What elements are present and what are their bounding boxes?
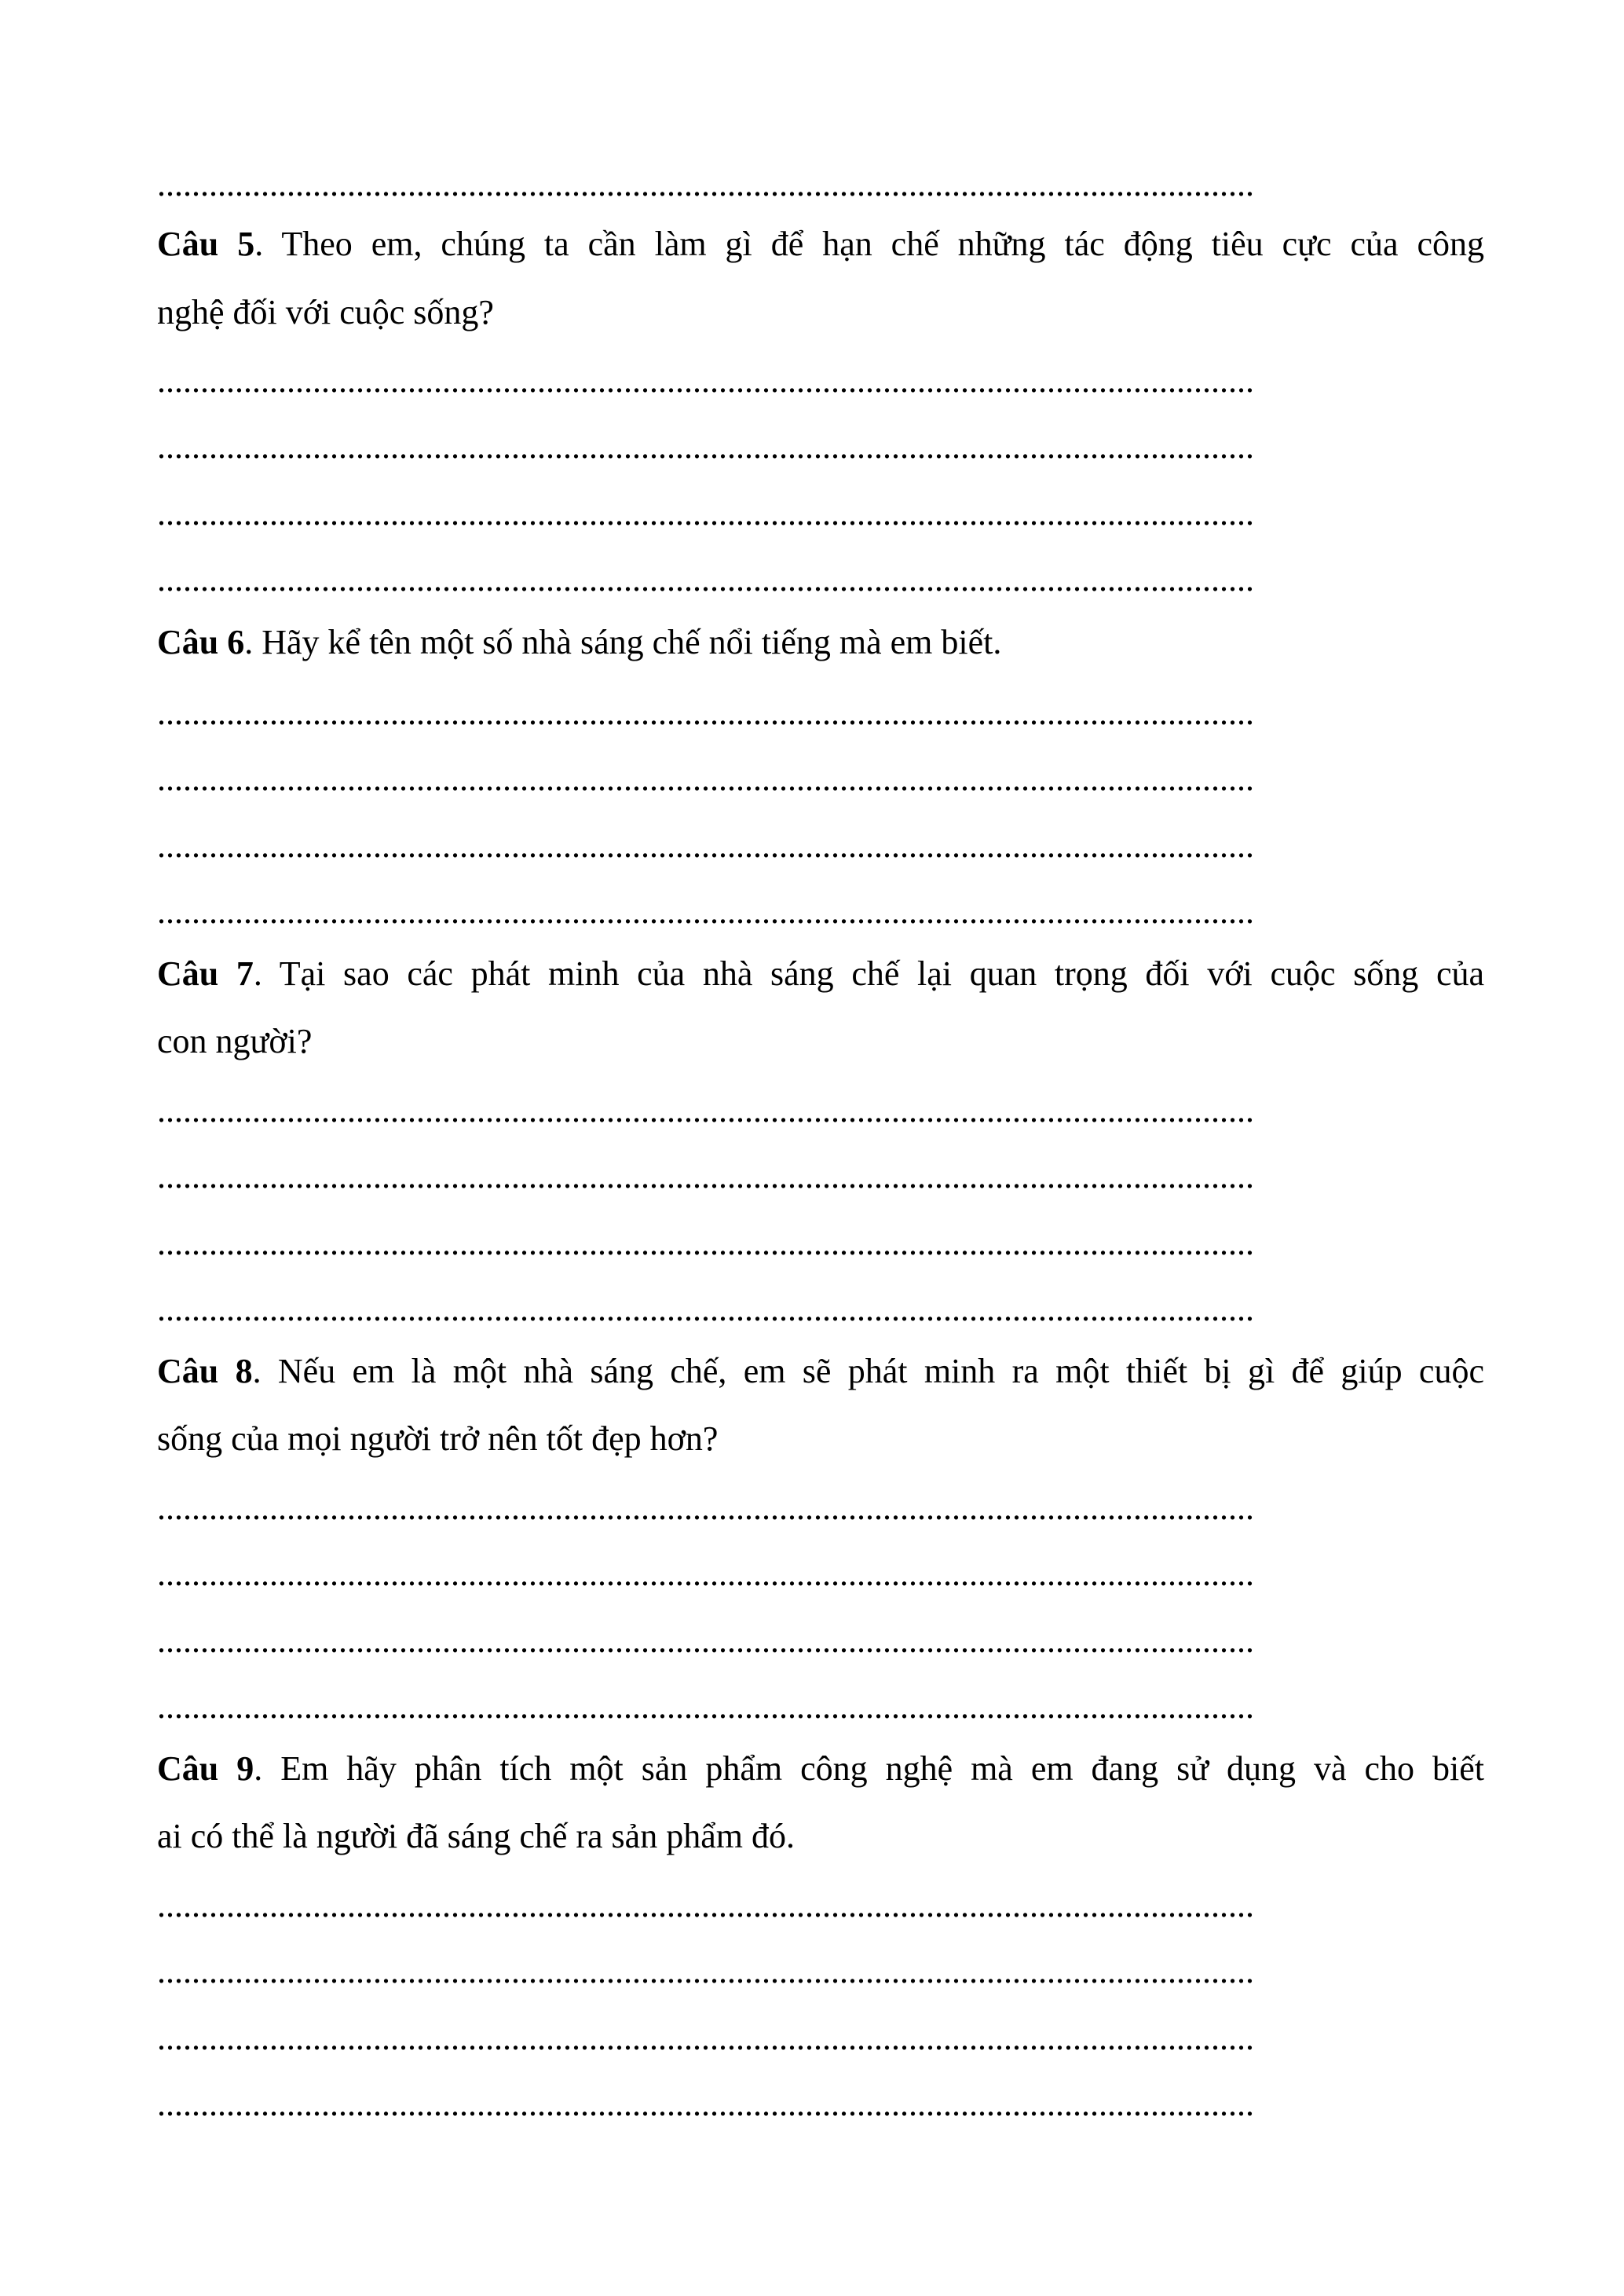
question-8-line-2: sống của mọi người trở nên tốt đẹp hơn? (157, 1419, 719, 1458)
answer-line[interactable]: ............................................................................................................................... (157, 1157, 1254, 1196)
question-9-line-2: ai có thể là người đã sáng chế ra sản phẩm đó. (157, 1817, 795, 1855)
question-6-line-1 (157, 621, 1484, 665)
answer-line[interactable]: ............................................................................................................................... (157, 1290, 1254, 1328)
question-9-text: . Em hãy phân tích một sản phẩm công nghệ mà em đang sử dụng và cho biết (254, 1749, 1484, 1788)
answer-line[interactable]: ............................................................................................................................... (157, 560, 1254, 599)
question-7-line-2: con người? (157, 1022, 313, 1060)
answer-line[interactable]: ............................................................................................................................... (157, 892, 1254, 931)
question-7-text: . Tại sao các phát minh của nhà sáng chế lại quan trọng đối với cuộc sống của (253, 954, 1484, 993)
question-8-text: . Nếu em là một nhà sáng chế, em sẽ phát minh ra một thiết bị gì để giúp cuộc (252, 1352, 1484, 1390)
answer-line[interactable]: ............................................................................................................................... (157, 1554, 1254, 1593)
question-8-line-1 (157, 1349, 1484, 1393)
question-6-text: . Hãy kể tên một số nhà sáng chế nổi tiếng mà em biết. (244, 623, 1002, 661)
answer-line[interactable]: ............................................................................................................................... (157, 1621, 1254, 1660)
question-7-label: Câu 7 (157, 954, 254, 993)
answer-line[interactable]: ............................................................................................................................... (157, 694, 1254, 732)
answer-line[interactable]: ............................................................................................................................... (157, 1489, 1254, 1527)
question-5-label: Câu 5 (157, 225, 255, 263)
question-8-label: Câu 8 (157, 1352, 253, 1390)
answer-line[interactable]: ............................................................................................................................... (157, 361, 1254, 400)
answer-line[interactable]: ............................................................................................................................... (157, 2019, 1254, 2057)
question-5-text: . Theo em, chúng ta cần làm gì để hạn chế những tác động tiêu cực của công (254, 225, 1484, 263)
answer-line[interactable]: ............................................................................................................................... (157, 1091, 1254, 1130)
answer-line[interactable]: ............................................................................................................................... (157, 826, 1254, 865)
question-5-line-1 (157, 222, 1484, 266)
answer-line[interactable]: ............................................................................................................................... (157, 1886, 1254, 1924)
question-5-line-2: nghệ đối với cuộc sống? (157, 293, 494, 331)
answer-line[interactable]: ............................................................................................................................... (157, 2085, 1254, 2123)
answer-line[interactable]: ............................................................................................................................... (157, 760, 1254, 798)
question-7-line-1 (157, 952, 1484, 996)
answer-line[interactable]: ............................................................................................................................... (157, 1687, 1254, 1726)
answer-line[interactable]: ............................................................................................................................... (157, 494, 1254, 533)
answer-line[interactable]: ............................................................................................................................... (157, 427, 1254, 466)
answer-line[interactable]: ............................................................................................................................... (157, 165, 1254, 203)
answer-line[interactable]: ............................................................................................................................... (157, 1224, 1254, 1262)
answer-line[interactable]: ............................................................................................................................... (157, 1952, 1254, 1990)
question-9-label: Câu 9 (157, 1749, 254, 1788)
question-6-label: Câu 6 (157, 623, 245, 661)
question-9-line-1 (157, 1747, 1484, 1791)
